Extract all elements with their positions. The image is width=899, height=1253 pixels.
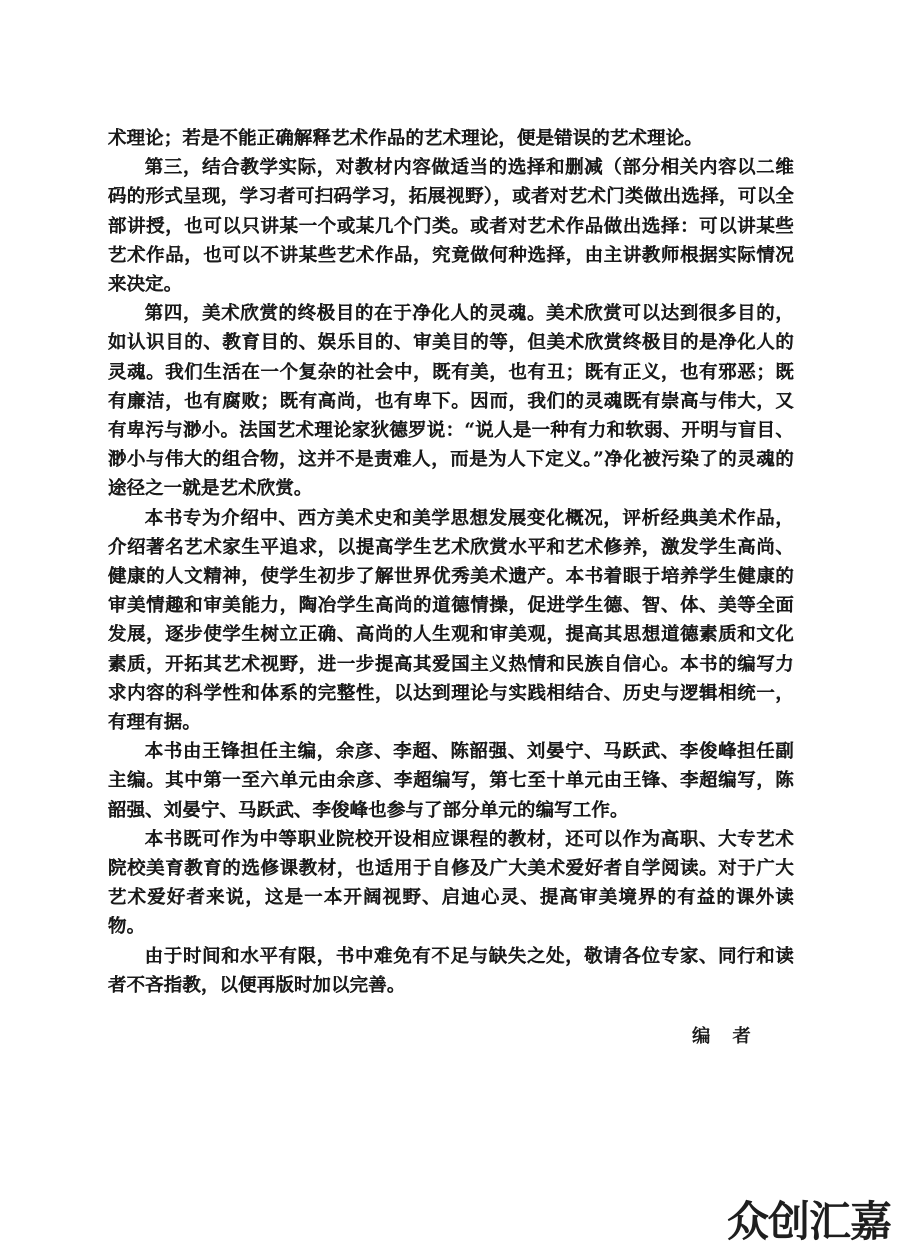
document-body — [108, 124, 794, 1000]
paragraph-1: 术理论；若是不能正确解释艺术作品的艺术理论，便是错误的艺术理论。 — [108, 128, 703, 149]
paragraph-7: 由于时间和水平有限，书中难免有不足与缺失之处，敬请各位专家、同行和读者不吝指教，以便再版时加以完善。 — [108, 945, 794, 996]
paragraph-6: 本书既可作为中等职业院校开设相应课程的教材，还可以作为高职、大专艺术院校美育教育的选修课教材，也适用于自修及广大美术爱好者自学阅读。对于广大艺术爱好者来说，这是一本开阔视野、启迪心灵、提高审美境界的有益的课外读物。 — [108, 828, 794, 938]
paragraph-2: 第三，结合教学实际，对教材内容做适当的选择和删减（部分相关内容以二维码的形式呈现，学习者可扫码学习，拓展视野），或者对艺术门类做出选择，可以全部讲授，也可以只讲某一个或某几个门类。或者对艺术作品做出选择：可以讲某些艺术作品，也可以不讲某些艺术作品，究竟做何种选择，由主讲教师根据实际情况来决定。 — [108, 157, 794, 296]
author-signature: 编者 — [692, 1026, 773, 1047]
paragraph-4: 本书专为介绍中、西方美术史和美学思想发展变化概况，评析经典美术作品，介绍著名艺术家生平追求，以提高学生艺术欣赏水平和艺术修养，激发学生高尚、健康的人文精神，使学生初步了解世界优秀美术遗产。本书着眼于培养学生健康的审美情趣和审美能力，陶冶学生高尚的道德情操，促进学生德、智、体、美等全面发展，逐步使学生树立正确、高尚的人生观和审美观，提高其思想道德素质和文化素质，开拓其艺术视野，进一步提高其爱国主义热情和民族自信心。本书的编写力求内容的科学性和体系的完整性，以达到理论与实践相结合、历史与逻辑相统一，有理有据。 — [108, 507, 794, 734]
paragraph-5: 本书由王锋担任主编，余彦、李超、陈韶强、刘晏宁、马跃武、李俊峰担任副主编。其中第一至六单元由余彦、李超编写，第七至十单元由王锋、李超编写，陈韶强、刘晏宁、马跃武、李俊峰也参与了部分单元的编写工作。 — [108, 741, 794, 821]
paragraph-3: 第四，美术欣赏的终极目的在于净化人的灵魂。美术欣赏可以达到很多目的，如认识目的、教育目的、娱乐目的、审美目的等，但美术欣赏终极目的是净化人的灵魂。我们生活在一个复杂的社会中，既有美，也有丑；既有正义，也有邪恶；既有廉洁，也有腐败；既有高尚，也有卑下。因而，我们的灵魂既有崇高与伟大，又有卑污与渺小。法国艺术理论家狄德罗说：“说人是一种有力和软弱、开明与盲目、渺小与伟大的组合物，这并不是责难人，而是为人下定义。”净化被污染了的灵魂的途径之一就是艺术欣赏。 — [108, 303, 794, 500]
watermark-logo: 众创汇嘉 — [726, 1197, 891, 1246]
